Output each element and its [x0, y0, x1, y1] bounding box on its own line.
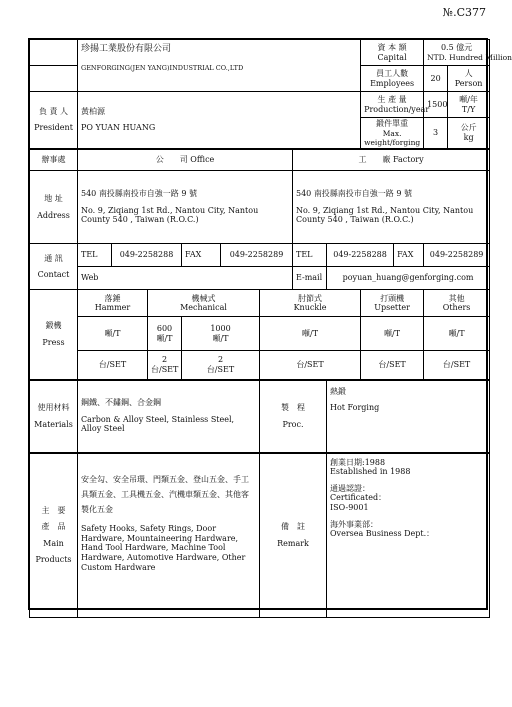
factory-fax: 049-2258289 — [424, 244, 490, 267]
production-value: 1500 — [424, 92, 448, 118]
office-tel: 049-2258288 — [112, 244, 182, 267]
form-code: №.C377 — [442, 6, 486, 19]
knuckle-tonnage — [260, 317, 361, 351]
press-type-en: Hammer — [94, 303, 131, 313]
factory-address-zh: 540 南投縣南投市自強一路 9 號 — [296, 189, 412, 199]
ton-unit: 噸/T — [104, 328, 121, 338]
blank-cell — [30, 40, 78, 66]
press-type-zh: 其他 — [448, 293, 465, 303]
materials-value-zh: 鋼鐵、不鏽鋼、合金鋼 — [81, 398, 161, 408]
contact-label-en: Contact — [37, 270, 70, 280]
production-unit-en: T/Y — [461, 104, 476, 114]
products-label-zh1: 主 要 — [41, 505, 66, 515]
process-value-zh: 熱鍛 — [330, 386, 346, 396]
press-type-en: Upsetter — [374, 303, 410, 313]
set-unit: 台/SET — [98, 360, 127, 370]
capital-value — [424, 40, 512, 66]
employees-value: 20 — [424, 66, 448, 92]
email-value: poyuan_huang@genforging.com — [327, 267, 490, 290]
process-value-en: Hot Forging — [330, 403, 380, 413]
press-type-zh: 機械式 — [191, 293, 216, 303]
production-unit-zh: 噸/年 — [459, 94, 478, 104]
process-label-en: Proc. — [282, 419, 304, 429]
press-label — [30, 290, 78, 380]
factory-address — [293, 171, 490, 244]
capital-label-zh: 資 本 額 — [377, 42, 407, 52]
factory-fax-label: FAX — [394, 244, 424, 267]
max-weight-label-en: Max. weight/forging — [364, 128, 421, 147]
president-label-en: President — [34, 123, 73, 133]
employees-unit — [448, 66, 490, 92]
remark-label-en: Remark — [277, 538, 309, 548]
sets-value: 2 — [217, 355, 224, 365]
press-type-others — [424, 290, 490, 317]
blank-cell — [30, 66, 78, 92]
contact-label-zh: 通 訊 — [44, 253, 63, 263]
production-label — [361, 92, 430, 118]
materials-label — [30, 380, 78, 453]
products-value — [78, 453, 260, 618]
materials-value — [78, 380, 260, 453]
set-unit: 台/SET — [296, 360, 324, 370]
max-weight-unit-zh: 公斤 — [460, 123, 477, 133]
employees-unit-en: Person — [454, 78, 483, 88]
capital-label-en: Capital — [377, 52, 407, 62]
products-label-zh2: 產 品 — [41, 522, 66, 532]
office-fax-label: FAX — [182, 244, 221, 267]
press-label-zh: 鍛機 — [45, 321, 62, 331]
materials-value-en: Carbon & Alloy Steel, Stainless Steel, Alloy Steel — [81, 414, 235, 434]
company-name-zh: 珍揚工業股份有限公司 — [81, 44, 172, 54]
materials-label-zh: 使用材料 — [37, 403, 70, 412]
products-label — [30, 453, 78, 618]
set-unit: 台/SET — [378, 360, 406, 370]
employees-label-zh: 員工人數 — [376, 68, 409, 78]
sets-value: 2 — [161, 355, 168, 365]
set-unit: 台/SET — [206, 364, 235, 374]
press-type-upsetter — [361, 290, 424, 317]
employees-label — [361, 66, 424, 92]
office-header-zh: 公 司 — [155, 155, 188, 165]
president-name-cell — [78, 92, 361, 149]
factory-address-en: No. 9, Ziqiang 1st Rd., Nantou City, Nantou County 540 , Taiwan (R.O.C.) — [296, 205, 474, 225]
knuckle-sets — [260, 351, 361, 380]
established-zh: 創業日期:1988 — [330, 457, 386, 467]
materials-label-en: Materials — [34, 419, 73, 429]
mech-sets-1 — [148, 351, 182, 380]
web-label: Web — [81, 273, 99, 283]
company-name-en: GENFORGING(JEN YANG)INDUSTRIAL CO.,LTD — [81, 63, 244, 72]
company-name-cell — [78, 40, 361, 92]
mech-tonnage-1 — [148, 317, 182, 351]
production-label-en: Production/year — [364, 104, 430, 114]
press-type-zh: 落錘 — [104, 293, 121, 303]
address-label — [30, 171, 78, 244]
max-weight-unit-en: kg — [463, 132, 474, 142]
ton-unit: 噸/T — [302, 328, 319, 338]
overseas-en: Oversea Business Dept.： — [330, 529, 435, 539]
max-weight-label — [361, 118, 424, 149]
products-value-zh: 安全勾、安全吊環、門類五金、登山五金、手工具類五金、工具機五金、汽機車類五金、其他客製化五金 — [81, 474, 249, 514]
factory-header-en: Factory — [393, 155, 424, 165]
remark-label-zh: 備 註 — [281, 522, 305, 532]
production-label-zh: 生 產 量 — [377, 94, 407, 104]
company-profile-form — [29, 39, 512, 618]
capital-unit: NTD. Hundred Million — [427, 52, 512, 62]
process-label-zh: 製 程 — [281, 403, 305, 412]
press-type-zh: 肘節式 — [298, 293, 323, 303]
upsetter-sets — [361, 351, 424, 380]
mech-tonnage-2 — [182, 317, 260, 351]
capital-label — [361, 40, 424, 66]
hammer-tonnage — [78, 317, 148, 351]
tonnage-value: 1000 — [210, 324, 231, 333]
hammer-sets — [78, 351, 148, 380]
email-label: E-mail — [293, 267, 327, 290]
established-en: Established in 1988 — [330, 467, 411, 477]
products-value-en: Safety Hooks, Safety Rings, Door Hardware, Mountaineering Hardware, Hand Tool Hardware, Machine Tool Hardware, Automotive Hardware, Other Custom Hardware — [81, 524, 246, 572]
press-type-en: Knuckle — [293, 303, 327, 313]
contact-label — [30, 244, 78, 290]
process-label — [260, 380, 327, 453]
employees-unit-zh: 人 — [464, 68, 473, 78]
offices-label: 辦事處 — [30, 149, 78, 171]
set-unit: 台/SET — [442, 360, 471, 370]
factory-header — [293, 149, 490, 171]
president-label-zh: 負 責 人 — [38, 106, 69, 116]
office-address-en: No. 9, Ziqiang 1st Rd., Nantou City, Nantou County 540 , Taiwan (R.O.C.) — [81, 205, 259, 225]
web-cell — [78, 267, 293, 290]
others-tonnage — [424, 317, 490, 351]
cert-label-en: Certificated： — [330, 493, 387, 503]
address-label-zh: 地 址 — [44, 194, 63, 203]
office-fax: 049-2258289 — [221, 244, 293, 267]
press-type-en: Mechanical — [180, 303, 227, 313]
factory-tel-label: TEL — [293, 244, 327, 267]
max-weight-value: 3 — [424, 118, 448, 149]
office-header-en: Office — [190, 155, 215, 165]
ton-unit: 噸/T — [156, 333, 173, 343]
factory-header-zh: 工 廠 — [358, 155, 391, 165]
remark-label — [260, 453, 327, 618]
press-type-en: Others — [442, 303, 471, 313]
tonnage-value: 600 — [156, 324, 173, 333]
president-label — [30, 92, 78, 149]
press-type-knuckle — [260, 290, 361, 317]
ton-unit: 噸/T — [448, 328, 465, 338]
office-address — [78, 171, 293, 244]
president-name-en: PO YUAN HUANG — [81, 123, 156, 133]
production-unit — [448, 92, 490, 118]
cert-label-zh: 通過認證： — [330, 483, 370, 493]
products-label-en1: Main — [43, 538, 64, 548]
address-label-en: Address — [37, 210, 70, 220]
overseas-zh: 海外事業部： — [330, 519, 378, 529]
factory-tel: 049-2258288 — [327, 244, 394, 267]
office-header — [78, 149, 293, 171]
president-name-zh: 黃柏源 — [81, 106, 105, 116]
office-address-zh: 540 南投縣南投市自強一路 9 號 — [81, 189, 197, 199]
remark-value — [327, 453, 490, 618]
max-weight-unit — [448, 118, 490, 149]
ton-unit: 噸/T — [212, 333, 229, 343]
press-type-zh: 打頭機 — [380, 293, 405, 303]
cert-value: ISO-9001 — [330, 502, 369, 512]
others-sets — [424, 351, 490, 380]
set-unit: 台/SET — [151, 364, 179, 374]
office-tel-label: TEL — [78, 244, 112, 267]
max-weight-label-zh: 鍛件單重 — [376, 119, 409, 128]
employees-label-en: Employees — [370, 78, 415, 88]
ton-unit: 噸/T — [384, 328, 401, 338]
products-label-en2: Products — [35, 555, 72, 565]
capital-amount: 0.5 億元 — [440, 43, 473, 53]
mech-sets-2 — [182, 351, 260, 380]
press-type-hammer — [78, 290, 148, 317]
upsetter-tonnage — [361, 317, 424, 351]
press-type-mechanical — [148, 290, 260, 317]
process-value — [327, 380, 490, 453]
press-label-en: Press — [42, 337, 65, 347]
